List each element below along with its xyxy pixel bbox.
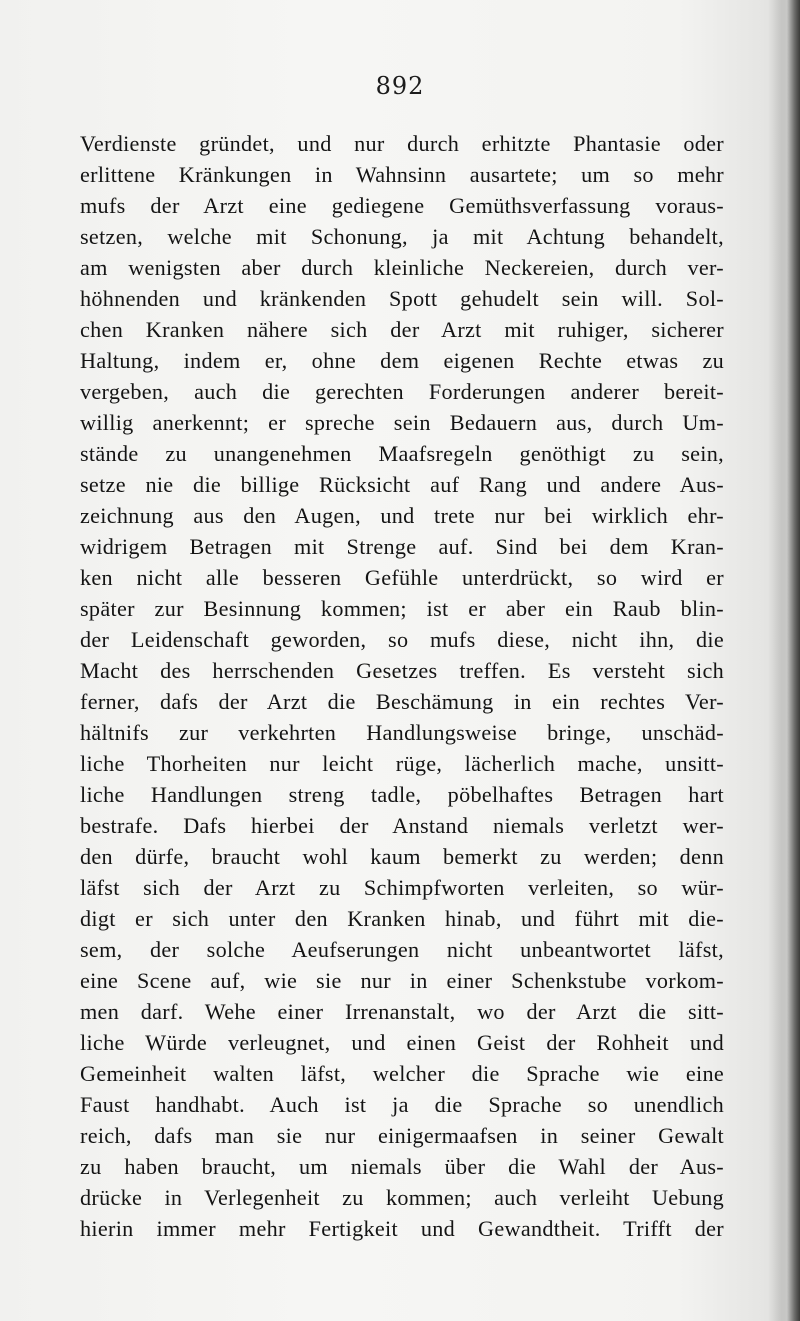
text-line: vergeben, auch die gerechten Forderungen anderer bereit- [80,379,724,404]
text-line: reich, dafs man sie nur einigermaafsen in seiner Gewalt [80,1123,724,1148]
text-line: hältnifs zur verkehrten Handlungsweise bringe, unschäd- [80,720,724,745]
text-line: chen Kranken nähere sich der Arzt mit ruhiger, sicherer [80,317,724,342]
text-line: liche Thorheiten nur leicht rüge, lächerlich mache, unsitt- [80,751,724,776]
text-line: digt er sich unter den Kranken hinab, und führt mit die- [80,906,724,931]
text-line: Macht des herrschenden Gesetzes treffen. Es versteht sich [80,658,724,683]
page-number: 892 [375,72,425,100]
text-line: Gemeinheit walten läfst, welcher die Sprache wie eine [80,1061,724,1086]
text-line: der Leidenschaft geworden, so mufs diese, nicht ihn, die [80,627,724,652]
text-line: ferner, dafs der Arzt die Beschämung in ein rechtes Ver- [80,689,724,714]
body-text [80,128,724,1244]
text-line: sem, der solche Aeufserungen nicht unbeantwortet läfst, [80,937,724,962]
text-line: zeichnung aus den Augen, und trete nur bei wirklich ehr- [80,503,724,528]
page-edge-shadow [778,0,800,1321]
text-line: men darf. Wehe einer Irrenanstalt, wo der Arzt die sitt- [80,999,724,1024]
text-line: liche Würde verleugnet, und einen Geist der Rohheit und [80,1030,724,1055]
text-line: Verdienste gründet, und nur durch erhitzte Phantasie oder [80,131,724,156]
text-line: willig anerkennt; er spreche sein Bedauern aus, durch Um- [80,410,724,435]
text-line: setze nie die billige Rücksicht auf Rang und andere Aus- [80,472,724,497]
text-line: hierin immer mehr Fertigkeit und Gewandtheit. Trifft der [80,1216,724,1241]
text-line: mufs der Arzt eine gediegene Gemüthsverfassung voraus- [80,193,724,218]
text-line: läfst sich der Arzt zu Schimpfworten verleiten, so wür- [80,875,724,900]
text-line: stände zu unangenehmen Maafsregeln genöthigt zu sein, [80,441,724,466]
text-line: ken nicht alle besseren Gefühle unterdrückt, so wird er [80,565,724,590]
text-line: am wenigsten aber durch kleinliche Neckereien, durch ver- [80,255,724,280]
text-line: widrigem Betragen mit Strenge auf. Sind bei dem Kran- [80,534,724,559]
text-line: erlittene Kränkungen in Wahnsinn ausartete; um so mehr [80,162,724,187]
text-line: später zur Besinnung kommen; ist er aber ein Raub blin- [80,596,724,621]
text-line: drücke in Verlegenheit zu kommen; auch verleiht Uebung [80,1185,724,1210]
text-line: den dürfe, braucht wohl kaum bemerkt zu werden; denn [80,844,724,869]
text-line: zu haben braucht, um niemals über die Wahl der Aus- [80,1154,724,1179]
text-line: eine Scene auf, wie sie nur in einer Schenkstube vorkom- [80,968,724,993]
text-line: höhnenden und kränkenden Spott gehudelt sein will. Sol- [80,286,724,311]
text-line: liche Handlungen streng tadle, pöbelhaftes Betragen hart [80,782,724,807]
text-line: Haltung, indem er, ohne dem eigenen Rechte etwas zu [80,348,724,373]
text-line: Faust handhabt. Auch ist ja die Sprache so unendlich [80,1092,724,1117]
text-line: bestrafe. Dafs hierbei der Anstand niemals verletzt wer- [80,813,724,838]
text-line: setzen, welche mit Schonung, ja mit Achtung behandelt, [80,224,724,249]
